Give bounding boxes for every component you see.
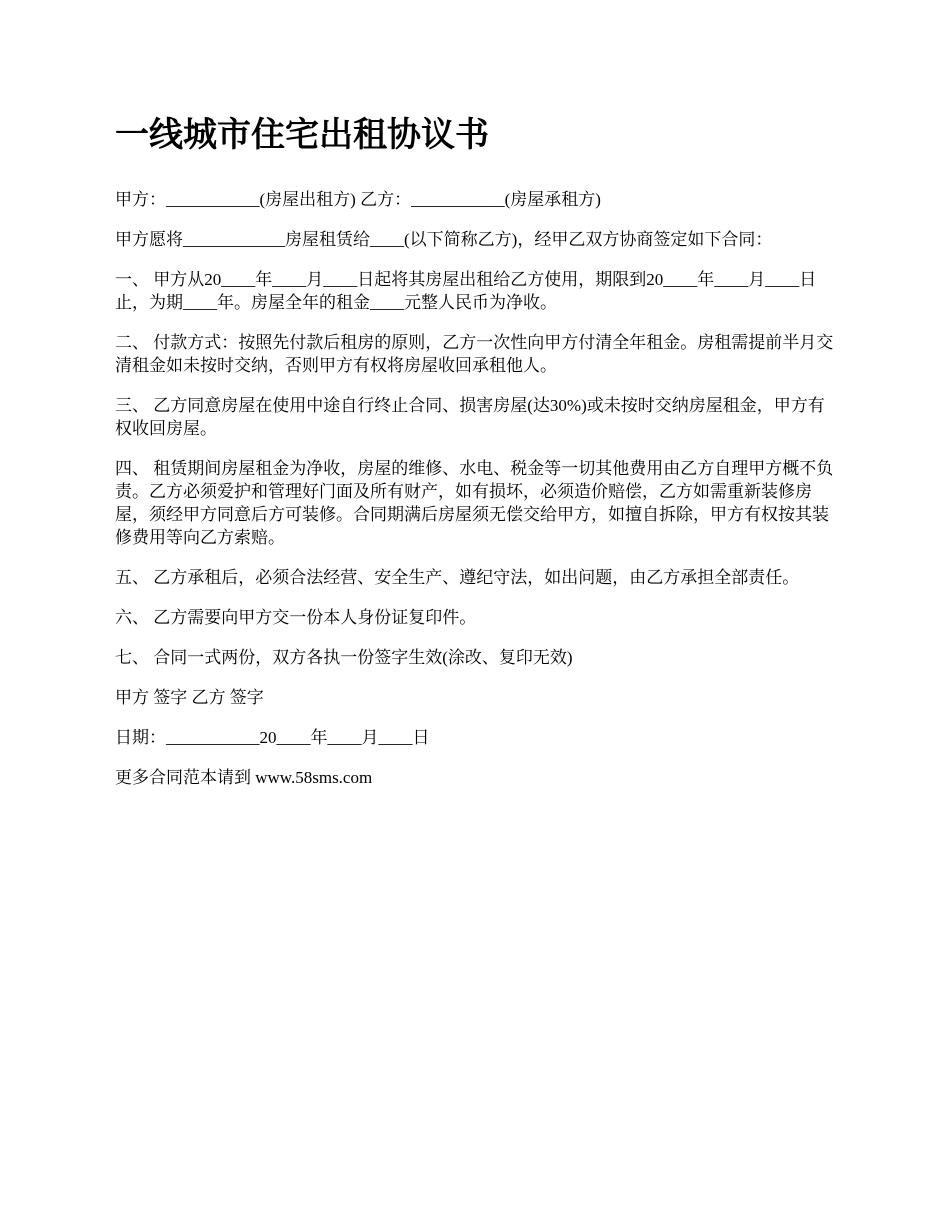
document-page bbox=[115, 112, 835, 806]
clause-2: 二、 付款方式：按照先付款后租房的原则，乙方一次性向甲方付清全年租金。房租需提前半月交清租金如未按时交纳，否则甲方有权将房屋收回承租他人。 bbox=[115, 333, 834, 375]
intro-paragraph: 甲方愿将____________房屋租赁给____(以下简称乙方)，经甲乙双方协商签定如下合同： bbox=[115, 230, 773, 249]
clause-4: 四、 租赁期间房屋租金为净收，房屋的维修、水电、税金等一切其他费用由乙方自理甲方概不负责。乙方必须爱护和管理好门面及所有财产，如有损坏，必须造价赔偿，乙方如需重新装修房屋，须经甲方同意后方可装修。合同期满后房屋须无偿交给甲方，如擅自拆除，甲方有权按其装修费用等向乙方索赔。 bbox=[115, 459, 834, 547]
clause-5: 五、 乙方承租后，必须合法经营、安全生产、遵纪守法，如出问题，由乙方承担全部责任。 bbox=[115, 568, 800, 587]
clause-3: 三、 乙方同意房屋在使用中途自行终止合同、损害房屋(达30%)或未按时交纳房屋租金，甲方有权收回房屋。 bbox=[115, 396, 825, 438]
clause-6: 六、 乙方需要向甲方交一份本人身份证复印件。 bbox=[115, 608, 477, 627]
parties-line: 甲方：___________(房屋出租方) 乙方：___________(房屋承租方) bbox=[115, 190, 601, 209]
footer-link-text: 更多合同范本请到 www.58sms.com bbox=[115, 768, 373, 787]
date-line: 日期：___________20____年____月____日 bbox=[115, 728, 430, 747]
clause-7: 七、 合同一式两份，双方各执一份签字生效(涂改、复印无效) bbox=[115, 648, 573, 667]
document-title: 一线城市住宅出租协议书 bbox=[115, 117, 489, 154]
signature-line: 甲方 签字 乙方 签字 bbox=[115, 688, 264, 707]
clause-1: 一、 甲方从20____年____月____日起将其房屋出租给乙方使用，期限到20____年____月____日止，为期____年。房屋全年的租金____元整人民币为净收。 bbox=[115, 270, 817, 312]
